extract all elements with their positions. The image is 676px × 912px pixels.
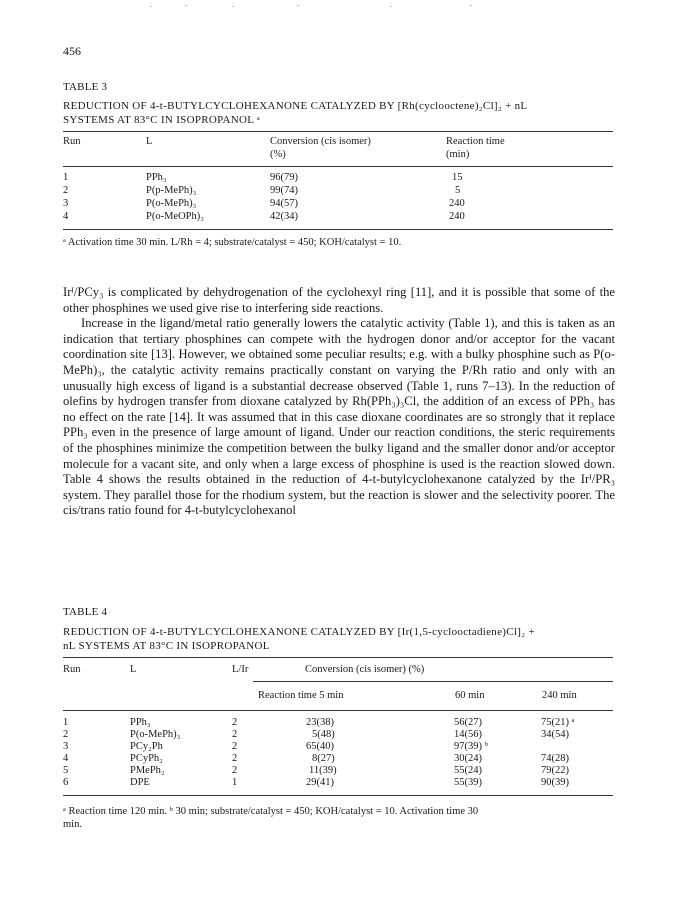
table3-header-l: L bbox=[146, 136, 153, 147]
table4-cell-run: 5 bbox=[63, 765, 69, 776]
table4-cell-l-ir: 2 bbox=[232, 741, 238, 752]
table4-caption bbox=[63, 625, 613, 653]
table3-cell-ligand: PPh₃ bbox=[146, 172, 167, 183]
table3-cell-conversion: 96(79) bbox=[270, 172, 298, 183]
table3-header-conversion: Conversion (cis isomer) bbox=[270, 136, 371, 147]
table4-cell-60min: 55(39) bbox=[454, 777, 482, 788]
table4-cell-run: 3 bbox=[63, 741, 69, 752]
table4-header-run: Run bbox=[63, 664, 81, 675]
table4-cell-ligand: DPE bbox=[130, 777, 150, 788]
table4-cell-5min: 5(48) bbox=[312, 729, 335, 740]
table3-cell-conversion: 99(74) bbox=[270, 185, 298, 196]
table4-cell-240min: 75(21) ᵃ bbox=[541, 717, 575, 728]
table4-header-conversion: Conversion (cis isomer) (%) bbox=[305, 664, 425, 675]
table3-cell-ligand: P(o-MeOPh)₃ bbox=[146, 211, 204, 222]
table4-header-l: L bbox=[130, 664, 137, 675]
table3-cell-conversion: 42(34) bbox=[270, 211, 298, 222]
table3-caption bbox=[63, 99, 613, 127]
table4-cell-ligand: PCy₂Ph bbox=[130, 741, 163, 752]
table4-cell-run: 6 bbox=[63, 777, 69, 788]
table3-header-conversion-unit: (%) bbox=[270, 149, 286, 160]
table4-cell-l-ir: 2 bbox=[232, 729, 238, 740]
table4-cell-l-ir: 1 bbox=[232, 777, 238, 788]
table4-cell-run: 1 bbox=[63, 717, 69, 728]
table4-cell-240min: 79(22) bbox=[541, 765, 569, 776]
table3-header-time-unit: (min) bbox=[446, 149, 470, 160]
scan-speck bbox=[185, 5, 187, 6]
table3-cell-ligand: P(p-MePh)₃ bbox=[146, 185, 197, 196]
table3-cell-run: 3 bbox=[63, 198, 69, 209]
body-text bbox=[63, 285, 615, 519]
table4-cell-ligand: PPh₃ bbox=[130, 717, 151, 728]
scan-speck bbox=[297, 5, 299, 6]
table4-cell-l-ir: 2 bbox=[232, 753, 238, 764]
table4-header-240min: 240 min bbox=[542, 690, 577, 701]
table4-subheader-rule bbox=[253, 681, 613, 682]
table3-cell-time: 5 bbox=[455, 185, 461, 196]
table4-bottom-rule bbox=[63, 795, 613, 796]
table4-cell-240min: 74(28) bbox=[541, 753, 569, 764]
table4-label: TABLE 4 bbox=[63, 606, 108, 618]
body-paragraph: Increase in the ligand/metal ratio generally lowers the catalytic activity (Table 1), and this is taken as an indication that tertiary phosphines can compete with the hydrogen donor and/or acceptor for the vacant coordination site [13]. However, we obtained some peculiar results; e.g. with a bulky phosphine such as P(o-MePh)₃, the catalytic activity remains practically constant on varying the P/Rh ratio and only with an unusually high excess of ligand is a substantial decrease observed (Table 1, runs 7–13). In the reduction of olefins by hydrogen transfer from dioxane catalyzed by Rh(PPh₃)₃Cl, the addition of an excess of PPh₃ has no effect on the rate [14]. It was assumed that in this case dioxane coordinates are so strongly that it replace PPh₃ even in the presence of large amount of ligand. Under our reaction conditions, the steric requirements of the phosphines minimize the competition between the bulky ligand and the smaller donor and/or acceptor molecule for a vacant site, and only when a large excess of phosphine is used is the reaction slowed down. Table 4 shows the results obtained in the reduction of 4-t-butylcyclohexanone catalyzed by the Irᴵ/PR₃ system. They parallel those for the rhodium system, but the reaction is slower and the selectivity poorer. The cis/trans ratio found for 4-t-butylcyclohexanol bbox=[63, 316, 615, 518]
table3-label: TABLE 3 bbox=[63, 81, 108, 93]
table4-footnote-line1: ᵃ Reaction time 120 min. ᵇ 30 min; substrate/catalyst = 450; KOH/catalyst = 10. Activation time 30 bbox=[63, 806, 479, 817]
table3-cell-run: 2 bbox=[63, 185, 69, 196]
table4-cell-5min: 8(27) bbox=[312, 753, 335, 764]
table3-bottom-rule bbox=[63, 229, 613, 230]
table3-caption-line2: SYSTEMS AT 83°C IN ISOPROPANOL ᵃ bbox=[63, 114, 261, 126]
table4-cell-5min: 23(38) bbox=[306, 717, 334, 728]
table4-cell-5min: 11(39) bbox=[309, 765, 337, 776]
table4-cell-l-ir: 2 bbox=[232, 717, 238, 728]
table3-top-rule bbox=[63, 131, 613, 132]
table4-cell-240min: 34(54) bbox=[541, 729, 569, 740]
table4-cell-run: 2 bbox=[63, 729, 69, 740]
table4-cell-240min: 90(39) bbox=[541, 777, 569, 788]
scan-speck bbox=[150, 6, 152, 7]
table4-cell-5min: 65(40) bbox=[306, 741, 334, 752]
table3-caption-line1: REDUCTION OF 4-t-BUTYLCYCLOHEXANONE CATALYZED BY [Rh(cyclooctene)₂Cl]₂ + nL bbox=[63, 100, 528, 112]
table3-cell-conversion: 94(57) bbox=[270, 198, 298, 209]
table4-footnote bbox=[63, 805, 615, 831]
table4-caption-line2: nL SYSTEMS AT 83°C IN ISOPROPANOL bbox=[63, 640, 270, 652]
table4-caption-line1: REDUCTION OF 4-t-BUTYLCYCLOHEXANONE CATALYZED BY [Ir(1,5-cyclooctadiene)Cl]₂ + bbox=[63, 626, 535, 638]
table4-cell-60min: 14(56) bbox=[454, 729, 482, 740]
table3-cell-time: 15 bbox=[452, 172, 463, 183]
table4-header-rule bbox=[63, 710, 613, 711]
body-paragraph: Irᴵ/PCy₃ is complicated by dehydrogenation of the cyclohexyl ring [11], and it is possible that some of the other phosphines we used give rise to interfering side reactions. bbox=[63, 285, 615, 315]
table4-header-5min: Reaction time 5 min bbox=[258, 690, 344, 701]
scan-speck bbox=[470, 5, 472, 6]
scan-speck bbox=[232, 6, 234, 7]
table3-cell-run: 4 bbox=[63, 211, 69, 222]
table4-cell-60min: 97(39) ᵇ bbox=[454, 741, 488, 752]
table3-header-rule bbox=[63, 166, 613, 167]
table3-cell-time: 240 bbox=[449, 211, 465, 222]
table4-cell-ligand: PMePh₂ bbox=[130, 765, 165, 776]
table4-cell-ligand: PCyPh₂ bbox=[130, 753, 163, 764]
table4-header-l-ir: L/Ir bbox=[232, 664, 249, 675]
table4-header-60min: 60 min bbox=[455, 690, 485, 701]
table4-top-rule bbox=[63, 657, 613, 658]
scan-speck bbox=[390, 6, 392, 7]
table3-header-run: Run bbox=[63, 136, 81, 147]
table3-cell-ligand: P(o-MePh)₃ bbox=[146, 198, 197, 209]
table3-cell-run: 1 bbox=[63, 172, 69, 183]
table3-footnote: ᵃ Activation time 30 min. L/Rh = 4; substrate/catalyst = 450; KOH/catalyst = 10. bbox=[63, 237, 402, 248]
table4-footnote-line2: min. bbox=[63, 819, 82, 830]
table4-cell-5min: 29(41) bbox=[306, 777, 334, 788]
page-number: 456 bbox=[63, 44, 81, 58]
table4-cell-60min: 56(27) bbox=[454, 717, 482, 728]
table4-cell-l-ir: 2 bbox=[232, 765, 238, 776]
table4-cell-60min: 30(24) bbox=[454, 753, 482, 764]
table4-cell-60min: 55(24) bbox=[454, 765, 482, 776]
table3-header-time: Reaction time bbox=[446, 136, 505, 147]
table4-cell-ligand: P(o-MePh)₃ bbox=[130, 729, 181, 740]
table3-cell-time: 240 bbox=[449, 198, 465, 209]
table4-cell-run: 4 bbox=[63, 753, 69, 764]
